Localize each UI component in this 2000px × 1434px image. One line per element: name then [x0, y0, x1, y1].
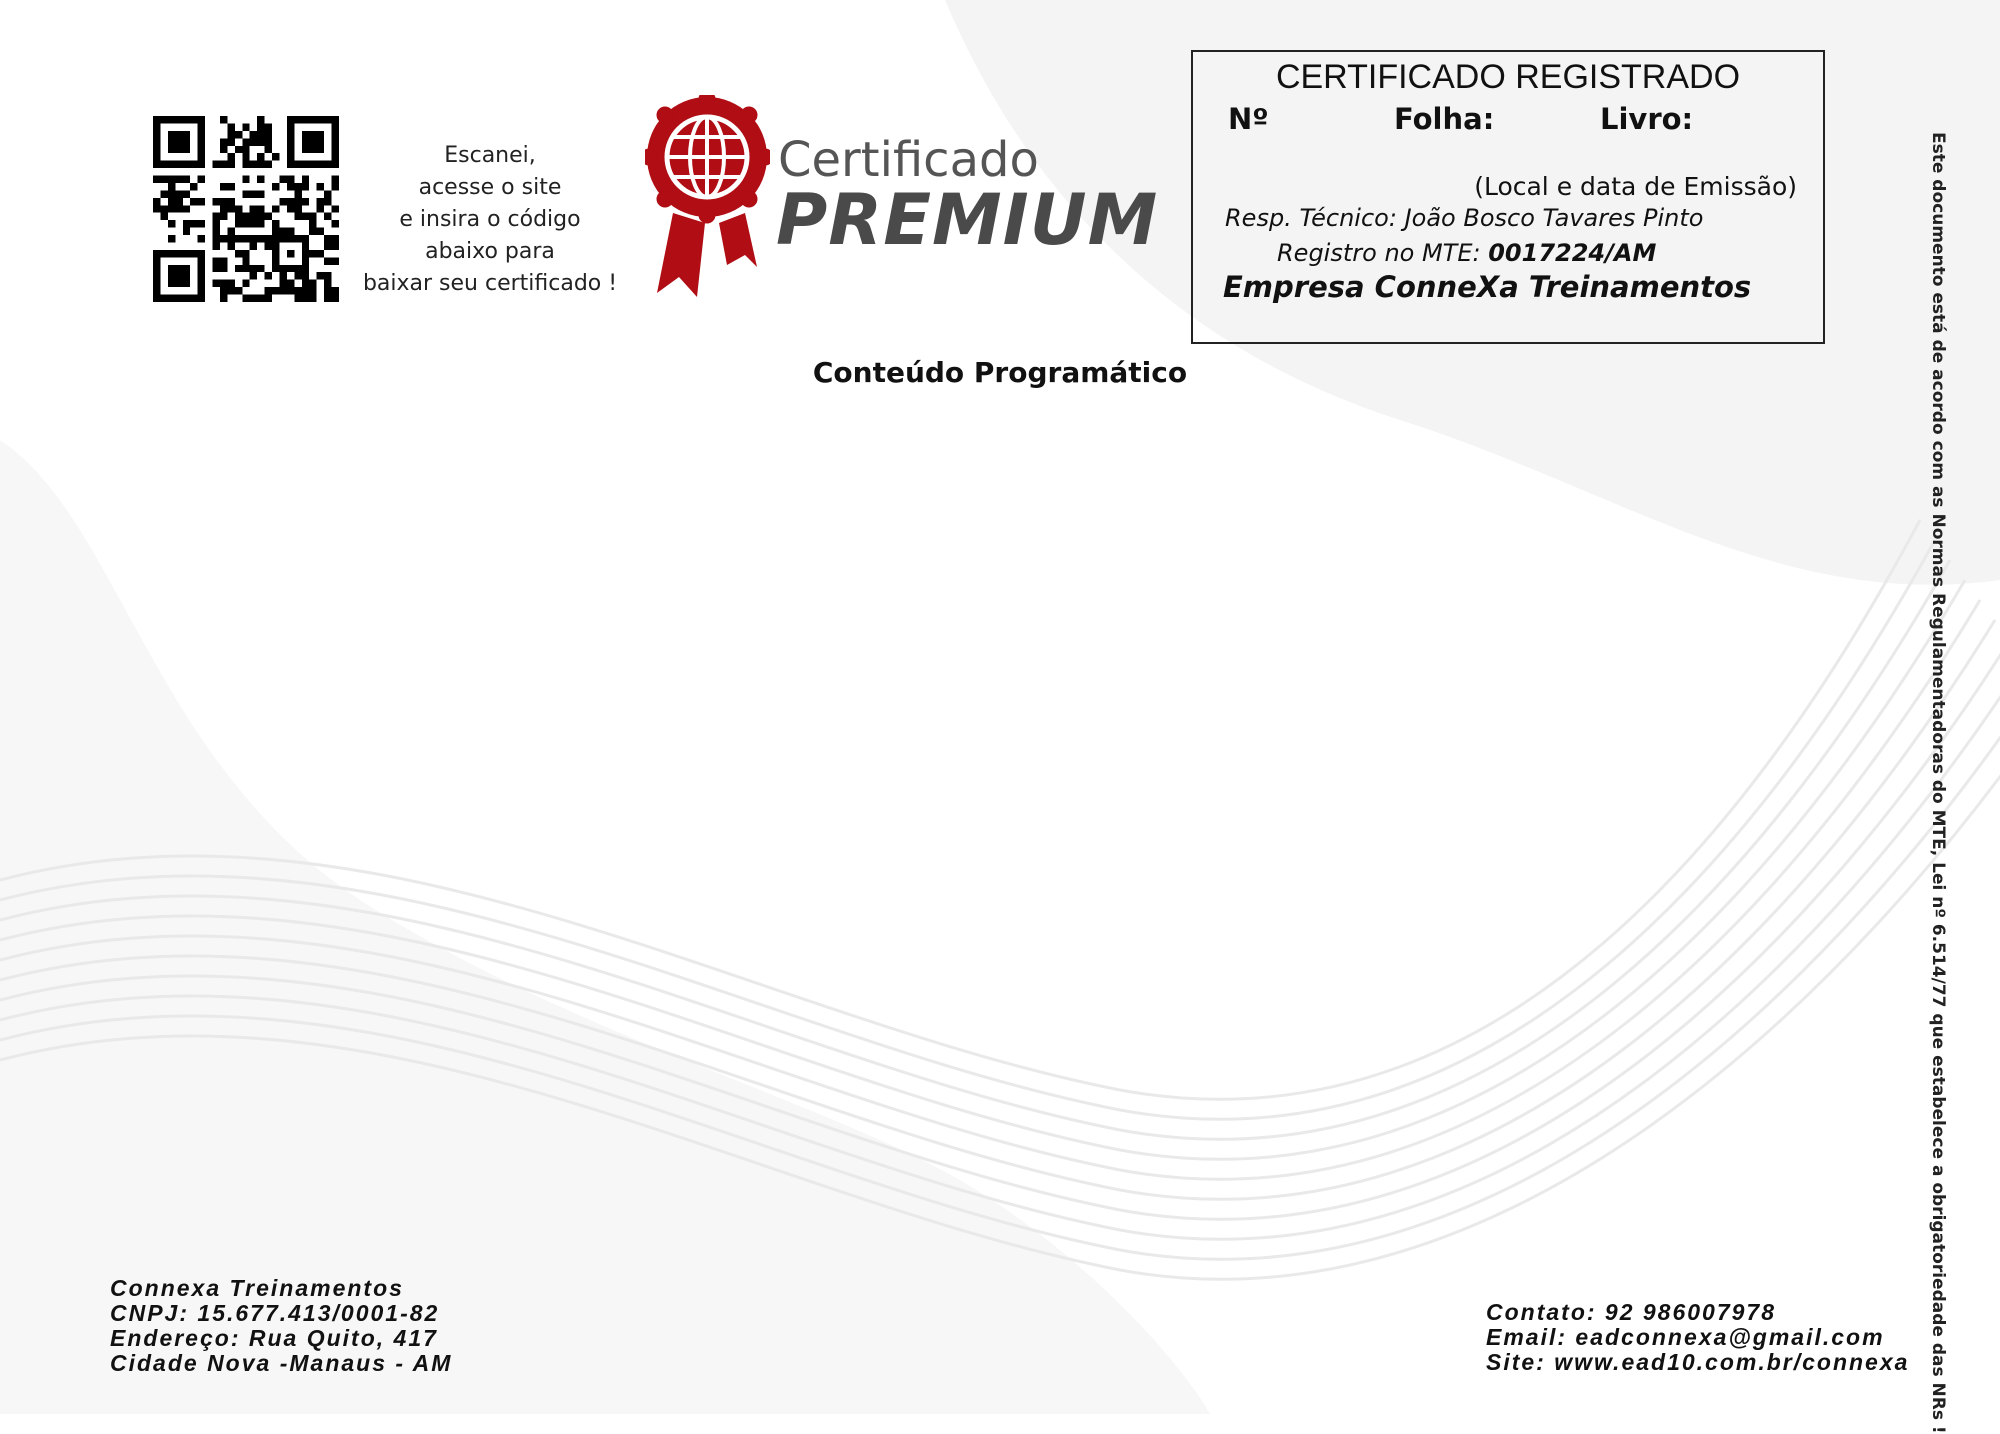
content-heading: Conteúdo Programático	[812, 356, 1188, 389]
qr-instructions-line: abaixo para	[425, 239, 555, 264]
qr-instructions-line: acesse o site	[418, 175, 562, 200]
footer-cnpj: CNPJ: 15.677.413/0001-82	[110, 1300, 440, 1326]
footer-company-name: Connexa Treinamentos	[110, 1275, 404, 1301]
registry-mte-number: 0017224/AM	[1488, 239, 1657, 267]
footer-city: Cidade Nova -Manaus - AM	[110, 1350, 453, 1376]
qr-instructions	[360, 140, 620, 300]
legal-side-note: Este documento está de acordo com as Normas Regulamentadoras do MTE, Lei nº 6.514/77 que estabelece a obrigatoriedade das NRs !	[1928, 132, 1948, 1434]
qr-code-icon[interactable]	[153, 116, 339, 302]
qr-instructions-line: Escanei,	[444, 143, 536, 168]
registry-technician: Resp. Técnico: João Bosco Tavares Pinto	[1225, 204, 1704, 232]
registry-company: Empresa ConneXa Treinamentos	[1223, 270, 1752, 304]
registry-sheet-label: Folha:	[1394, 102, 1495, 136]
registry-mte-label: Registro no MTE:	[1277, 239, 1489, 267]
registry-mte	[1277, 239, 1656, 267]
qr-instructions-line: e insira o código	[399, 207, 581, 232]
registry-book-label: Livro:	[1600, 102, 1694, 136]
footer-address: Endereço: Rua Quito, 417	[110, 1325, 438, 1351]
registry-local-date: (Local e data de Emissão)	[1474, 172, 1797, 201]
registry-number-label: Nº	[1228, 102, 1269, 136]
logo-text-premium: PREMIUM	[776, 179, 1159, 261]
qr-instructions-line: baixar seu certificado !	[362, 271, 618, 296]
globe-seal-icon	[645, 95, 770, 300]
registry-title: CERTIFICADO REGISTRADO	[1275, 58, 1741, 96]
footer-site[interactable]: Site: www.ead10.com.br/connexa	[1486, 1349, 1910, 1375]
registry-box	[1191, 50, 1825, 344]
footer-phone: Contato: 92 986007978	[1486, 1299, 1777, 1325]
logo-text-certificado: Certificado	[778, 132, 1039, 188]
footer-company-info	[110, 1276, 452, 1376]
footer-contact-info	[1486, 1300, 1909, 1375]
footer-email[interactable]: Email: eadconnexa@gmail.com	[1486, 1324, 1885, 1350]
